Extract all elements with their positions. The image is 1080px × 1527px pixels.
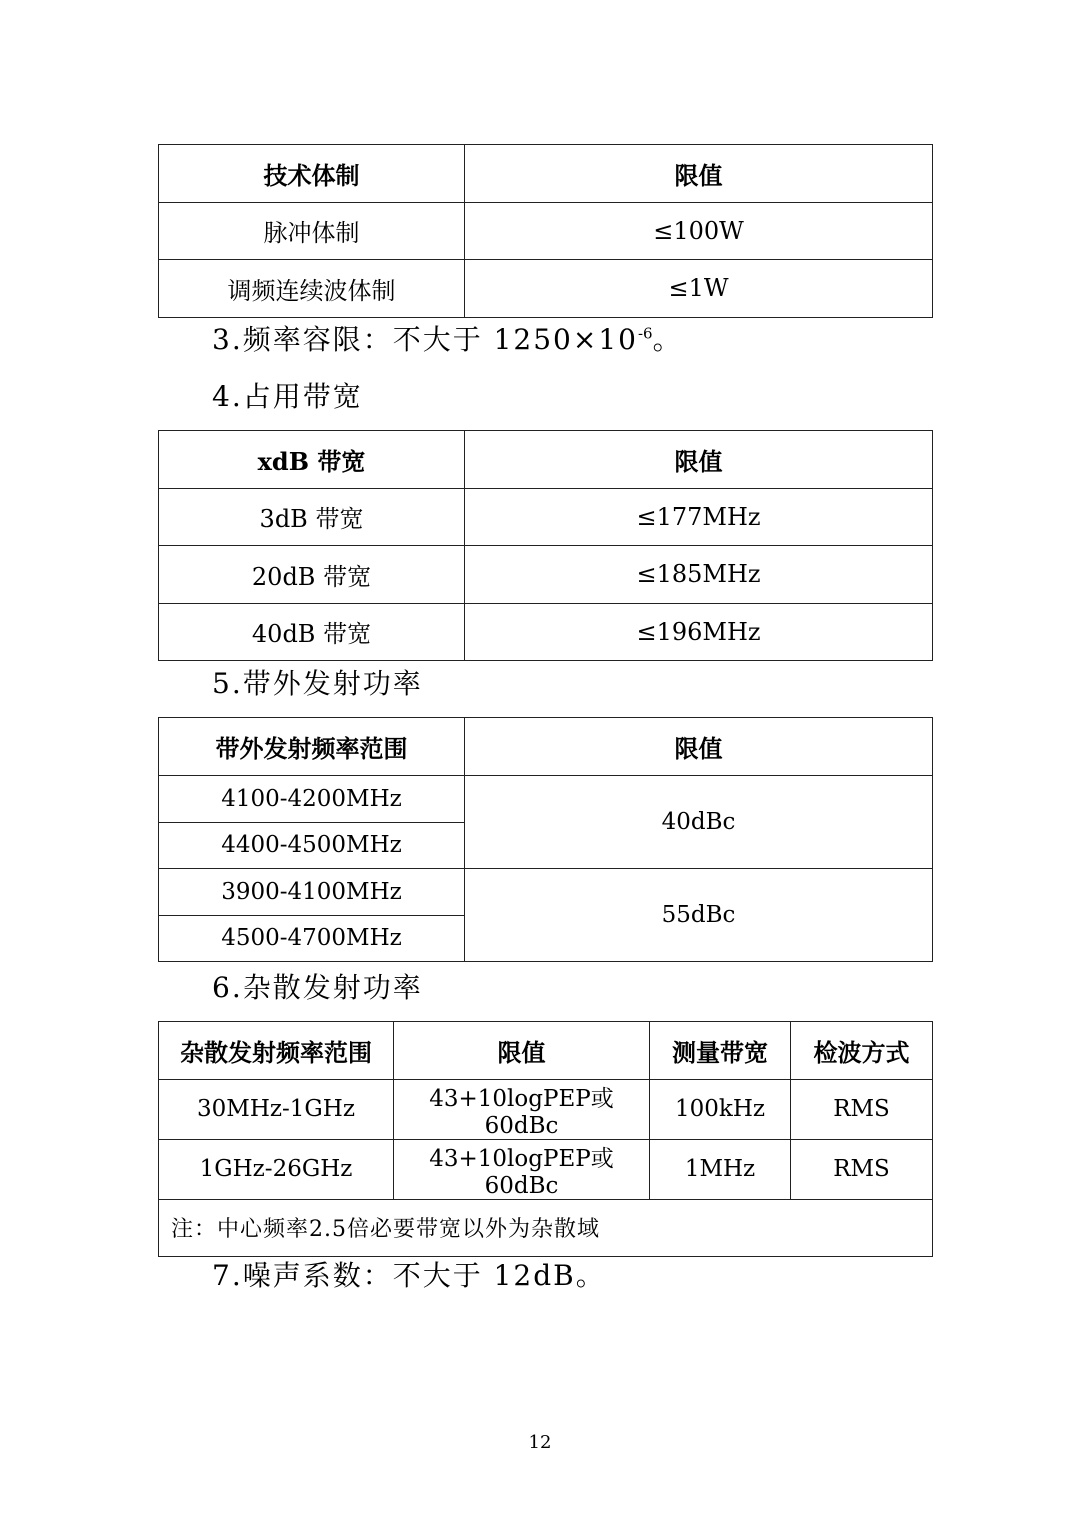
table-note-row [159, 1199, 933, 1257]
table-row [159, 488, 933, 546]
cell-range: 1GHz-26GHz [159, 1139, 394, 1199]
section-3-frequency-tolerance [212, 318, 683, 358]
section-3-end: 。 [652, 323, 683, 356]
cell-tech: 调频连续波体制 [159, 260, 465, 318]
cell-bandwidth: 40dB 带宽 [159, 603, 465, 661]
header-spurious-range: 杂散发射频率范围 [159, 1022, 394, 1080]
header-measure-bandwidth: 测量带宽 [650, 1022, 791, 1080]
header-limit: 限值 [465, 431, 933, 489]
table-row [159, 546, 933, 604]
cell-tech: 脉冲体制 [159, 202, 465, 260]
cell-limit: 43+10logPEP或60dBc [394, 1139, 650, 1199]
cell-limit: 43+10logPEP或60dBc [394, 1079, 650, 1139]
page-number: 12 [528, 1432, 552, 1453]
table-header-row [159, 431, 933, 489]
header-limit: 限值 [465, 718, 933, 776]
header-oob-range: 带外发射频率范围 [159, 718, 465, 776]
section-3-exponent: -6 [637, 324, 653, 343]
table-row [159, 202, 933, 260]
table-header-row [159, 718, 933, 776]
table-header-row [159, 1022, 933, 1080]
section-3-text: 3.频率容限：不大于 1250×10 [212, 323, 638, 356]
header-limit: 限值 [394, 1022, 650, 1080]
section-7-noise-figure: 7.噪声系数：不大于 12dB。 [212, 1259, 606, 1292]
header-xdb-bandwidth: xdB 带宽 [159, 431, 465, 489]
table-row [159, 603, 933, 661]
cell-limit: ≤1W [465, 260, 933, 318]
cell-limit: ≤196MHz [465, 603, 933, 661]
cell-bandwidth: 20dB 带宽 [159, 546, 465, 604]
table-row [159, 869, 933, 916]
tech-system-table [158, 144, 933, 318]
cell-limit: ≤177MHz [465, 488, 933, 546]
header-detector: 检波方式 [791, 1022, 933, 1080]
cell-range: 3900-4100MHz [159, 869, 465, 916]
section-6-heading: 6.杂散发射功率 [212, 971, 423, 1004]
table-row [159, 260, 933, 318]
bandwidth-table [158, 430, 933, 661]
cell-range: 4500-4700MHz [159, 915, 465, 962]
cell-detector: RMS [791, 1079, 933, 1139]
cell-measure-bandwidth: 100kHz [650, 1079, 791, 1139]
cell-range: 4400-4500MHz [159, 822, 465, 869]
table-note: 注：中心频率2.5倍必要带宽以外为杂散域 [159, 1199, 933, 1257]
cell-bandwidth: 3dB 带宽 [159, 488, 465, 546]
cell-measure-bandwidth: 1MHz [650, 1139, 791, 1199]
table-row [159, 1139, 933, 1199]
table-row [159, 776, 933, 823]
table-row [159, 1079, 933, 1139]
spurious-emission-table [158, 1021, 933, 1257]
cell-limit: ≤185MHz [465, 546, 933, 604]
cell-limit: 55dBc [465, 869, 933, 962]
cell-limit: ≤100W [465, 202, 933, 260]
cell-range: 30MHz-1GHz [159, 1079, 394, 1139]
cell-detector: RMS [791, 1139, 933, 1199]
header-tech-system: 技术体制 [159, 145, 465, 203]
cell-range: 4100-4200MHz [159, 776, 465, 823]
header-limit: 限值 [465, 145, 933, 203]
section-4-heading: 4.占用带宽 [212, 380, 363, 413]
cell-limit: 40dBc [465, 776, 933, 869]
out-of-band-table [158, 717, 933, 962]
table-header-row [159, 145, 933, 203]
section-5-heading: 5.带外发射功率 [212, 667, 423, 700]
